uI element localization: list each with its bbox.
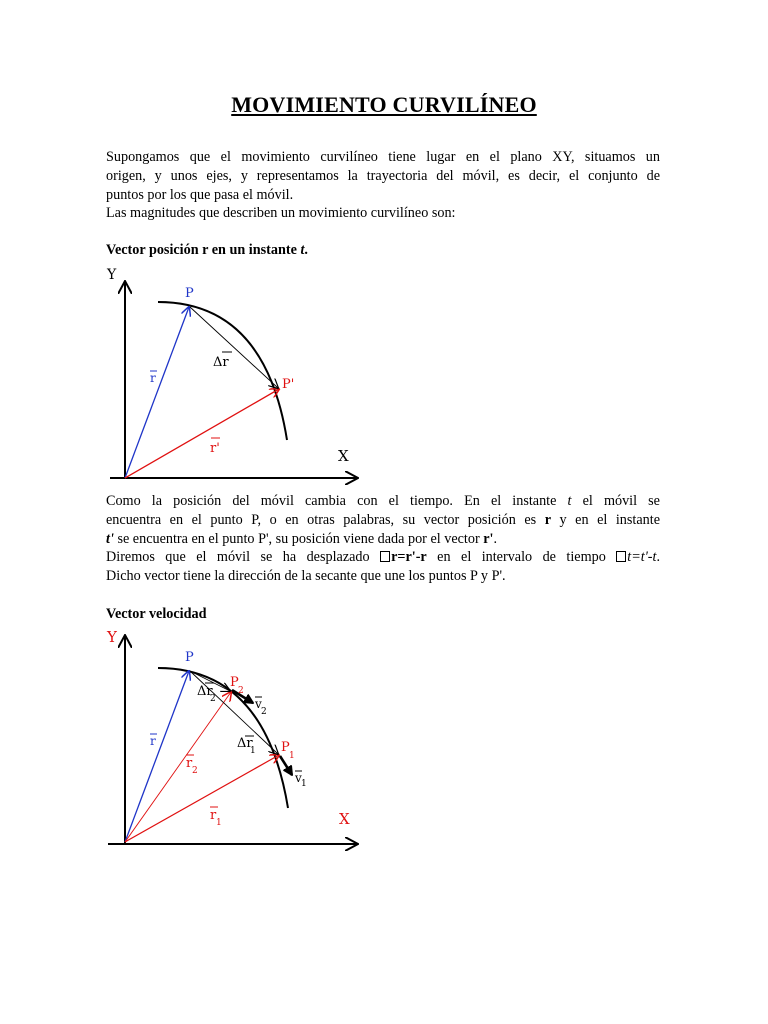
vector-r1-label	[210, 807, 222, 828]
explanation-line-5: Dicho vector tiene la dirección de la secante que une los puntos P y P'.	[106, 568, 506, 585]
svg-text:2: 2	[261, 707, 267, 717]
heading-end: .	[304, 242, 308, 258]
y-axis-label-2: Y	[107, 628, 117, 646]
y-axis-label: Y	[107, 267, 117, 283]
intro-line-2: origen, y unos ejes, y representamos la trayectoria del móvil, es decir, el conjunto de	[106, 167, 660, 184]
position-vector-r-2	[125, 671, 189, 842]
section-heading-velocity: Vector velocidad	[106, 606, 207, 622]
svg-text:v: v	[255, 697, 262, 711]
explanation-line-2: encuentra en el punto P, o en otras palabras, su vector posición es r y en el instante	[106, 511, 660, 528]
svg-text:1: 1	[216, 818, 222, 828]
heading-text: Vector posición r en un instante	[106, 242, 301, 258]
svg-text:2: 2	[238, 686, 244, 696]
x-axis-label: X	[338, 447, 349, 465]
v1-label	[294, 771, 307, 789]
v2-label	[254, 697, 267, 717]
delta-r1-label	[237, 736, 256, 756]
point-p-label: P	[185, 286, 194, 301]
svg-text:P: P	[230, 675, 239, 690]
svg-text:Δr: Δr	[197, 684, 213, 699]
svg-text:r': r'	[210, 441, 220, 456]
delta-r2-label	[197, 683, 216, 704]
vector-r2-label	[186, 755, 198, 776]
heading-italic-t: t	[300, 242, 305, 258]
svg-text:r: r	[150, 734, 156, 748]
explanation-line-3: t' se encuentra en el punto P', su posición viene dada por el vector r'.	[106, 530, 498, 547]
point-p1-label	[281, 740, 295, 761]
svg-text:1: 1	[250, 746, 256, 756]
svg-text:2: 2	[192, 766, 198, 776]
svg-text:1: 1	[289, 751, 295, 761]
svg-text:2: 2	[210, 694, 216, 704]
position-vector-r1	[125, 755, 279, 842]
intro-line-3: puntos por los que pasa el móvil.	[106, 186, 294, 203]
point-p-prime-label: P'	[282, 377, 295, 392]
svg-text:Δr: Δr	[237, 736, 253, 751]
svg-text:r: r	[210, 808, 217, 823]
svg-text:1: 1	[301, 779, 307, 789]
page-title: MOVIMIENTO CURVILÍNEO	[231, 92, 537, 117]
vector-r-label-2	[150, 734, 157, 748]
explanation-line-4: Diremos que el móvil se ha desplazado r=r'-r en el intervalo de tiempo t=t'-t.	[106, 549, 660, 566]
svg-text:r: r	[150, 371, 156, 385]
point-p-label-2: P	[185, 650, 194, 665]
svg-text:r: r	[186, 756, 193, 771]
intro-line-4: Las magnitudes que describen un movimiento curvilíneo son:	[106, 205, 456, 222]
svg-text:P: P	[281, 740, 290, 755]
svg-text:v: v	[295, 771, 302, 785]
x-axis-label-2: X	[339, 810, 350, 828]
intro-line-1: Supongamos que el movimiento curvilíneo tiene lugar en el plano XY, situamos un	[106, 149, 660, 165]
explanation-line-1: Como la posición del móvil cambia con el tiempo. En el instante t el móvil se	[106, 493, 660, 509]
svg-text:Δr: Δr	[213, 355, 229, 370]
